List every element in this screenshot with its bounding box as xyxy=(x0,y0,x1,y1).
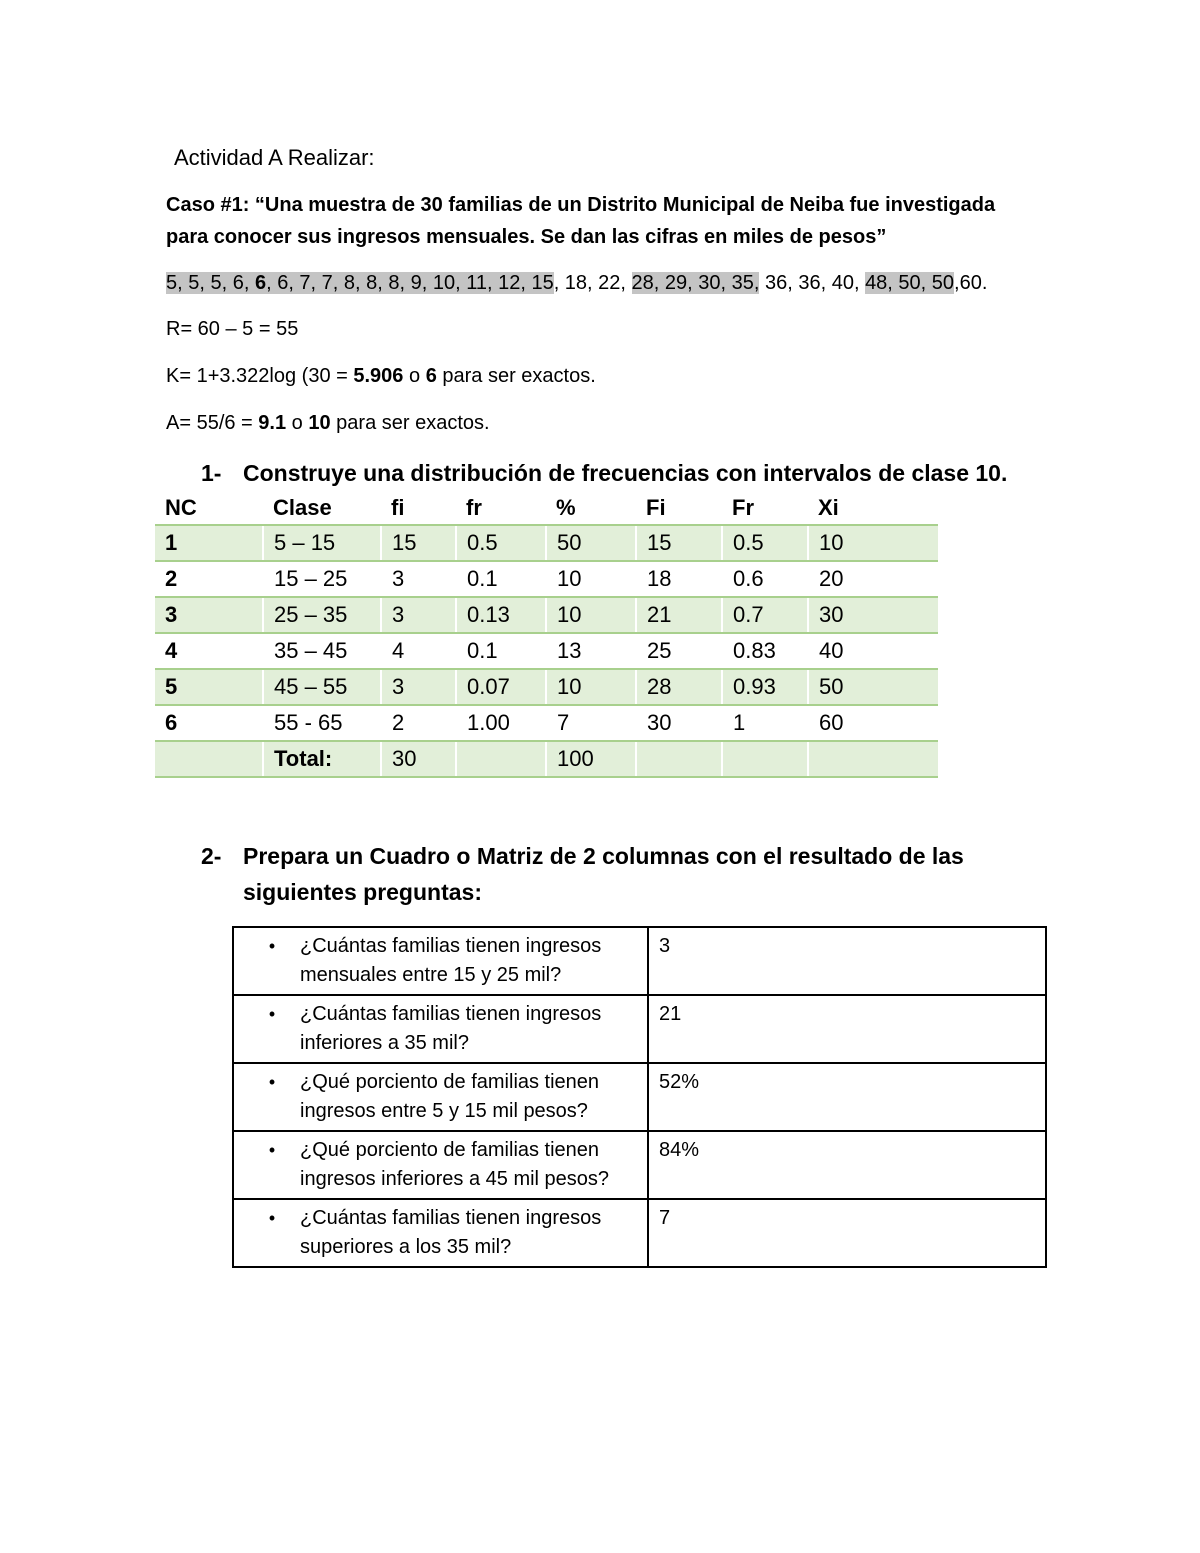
table-cell: 15 xyxy=(636,525,722,561)
formula-text: o xyxy=(286,412,309,434)
formula-text: para ser exactos. xyxy=(436,365,596,387)
table-cell: 100 xyxy=(546,741,636,777)
formula-value: 5.906 xyxy=(353,365,404,387)
highlight-segment: 28, 29, 30, 35, xyxy=(631,272,760,294)
table-cell: 10 xyxy=(546,597,636,633)
table-cell: 7 xyxy=(546,705,636,741)
case-line-2: para conocer sus ingresos mensuales. Se dan las cifras en miles de pesos” xyxy=(166,226,887,248)
question-text: ¿Qué porciento de familias tienen ingresos inferiores a 45 mil pesos? xyxy=(300,1139,610,1190)
table-cell: 1.00 xyxy=(456,705,546,741)
table-cell: 3 xyxy=(381,561,456,597)
question-cell xyxy=(233,1199,648,1267)
answer-cell: 84% xyxy=(648,1131,1046,1199)
table-cell: 0.7 xyxy=(722,597,808,633)
table-cell: 15 xyxy=(381,525,456,561)
table-cell: 3 xyxy=(155,597,263,633)
qa-row xyxy=(233,995,1046,1063)
question-cell xyxy=(233,1063,648,1131)
table-cell: 20 xyxy=(808,561,938,597)
table-row xyxy=(155,669,938,705)
table-cell: 25 xyxy=(636,633,722,669)
table-cell: 50 xyxy=(808,669,938,705)
qa-row xyxy=(233,927,1046,995)
column-header: NC xyxy=(165,495,197,520)
section-1-heading: Construye una distribución de frecuencias con intervalos de clase 10. xyxy=(243,460,1008,486)
table-cell: 21 xyxy=(636,597,722,633)
table-row xyxy=(155,561,938,597)
plain-segment: , 18, 22, xyxy=(553,272,632,294)
table-cell: 1 xyxy=(155,525,263,561)
column-header: fr xyxy=(466,495,482,520)
table-header-row xyxy=(155,492,938,525)
bullet-icon: • xyxy=(268,1004,276,1024)
table-cell xyxy=(155,741,263,777)
answer-cell: 3 xyxy=(648,927,1046,995)
table-cell: 30 xyxy=(808,597,938,633)
formula-text: o xyxy=(403,365,426,387)
answer-cell: 21 xyxy=(648,995,1046,1063)
table-row xyxy=(155,525,938,561)
table-total-row xyxy=(155,741,938,777)
table-cell: 50 xyxy=(546,525,636,561)
amplitude-formula xyxy=(166,412,490,435)
qa-row xyxy=(233,1199,1046,1267)
table-cell: 0.13 xyxy=(456,597,546,633)
table-row xyxy=(155,597,938,633)
table-cell xyxy=(722,741,808,777)
table-cell: 6 xyxy=(155,705,263,741)
table-cell: 55 - 65 xyxy=(263,705,381,741)
table-cell: 0.83 xyxy=(722,633,808,669)
formula-text: A= 55/6 = xyxy=(166,412,259,434)
section-2-heading-line-1: Prepara un Cuadro o Matriz de 2 columnas con el resultado de las xyxy=(243,843,964,869)
section-2-heading-line-2: siguientes preguntas: xyxy=(243,879,482,905)
table-cell: 13 xyxy=(546,633,636,669)
question-cell xyxy=(233,1131,648,1199)
question-cell xyxy=(233,995,648,1063)
table-cell: 5 xyxy=(155,669,263,705)
plain-segment: ,60. xyxy=(954,272,988,294)
section-1-number: 1- xyxy=(201,460,222,486)
bullet-icon: • xyxy=(268,1208,276,1228)
total-label: Total: xyxy=(263,741,381,777)
table-cell: 35 – 45 xyxy=(263,633,381,669)
formula-text: para ser exactos. xyxy=(330,412,490,434)
table-cell: 15 – 25 xyxy=(263,561,381,597)
plain-segment: 36, 36, 40, xyxy=(759,272,866,294)
column-header: Fr xyxy=(732,495,754,520)
formula-value: 6 xyxy=(425,365,437,387)
table-cell: 10 xyxy=(546,561,636,597)
table-cell: 0.5 xyxy=(456,525,546,561)
table-cell: 60 xyxy=(808,705,938,741)
range-formula: R= 60 – 5 = 55 xyxy=(166,318,299,340)
table-cell: 3 xyxy=(381,597,456,633)
bullet-icon: • xyxy=(268,936,276,956)
column-header: fi xyxy=(391,495,405,520)
table-cell: 1 xyxy=(722,705,808,741)
question-text: ¿Cuántas familias tienen ingresos superiores a los 35 mil? xyxy=(300,1207,602,1258)
table-cell: 0.07 xyxy=(456,669,546,705)
highlight-segment: 6 xyxy=(254,272,267,294)
table-cell: 28 xyxy=(636,669,722,705)
formula-text: K= 1+3.322log (30 = xyxy=(166,365,354,387)
table-cell: 25 – 35 xyxy=(263,597,381,633)
table-cell: 0.1 xyxy=(456,561,546,597)
bullet-icon: • xyxy=(268,1140,276,1160)
bullet-icon: • xyxy=(268,1072,276,1092)
table-cell xyxy=(456,741,546,777)
formula-value: 9.1 xyxy=(258,412,287,434)
question-text: ¿Cuántas familias tienen ingresos mensuales entre 15 y 25 mil? xyxy=(300,935,602,986)
table-cell: 0.5 xyxy=(722,525,808,561)
table-cell: 0.6 xyxy=(722,561,808,597)
classes-formula xyxy=(166,365,596,388)
section-2-number: 2- xyxy=(201,843,222,869)
question-text: ¿Cuántas familias tienen ingresos inferiores a 35 mil? xyxy=(300,1003,602,1054)
table-cell: 2 xyxy=(155,561,263,597)
table-cell: 3 xyxy=(381,669,456,705)
case-line-1: Caso #1: “Una muestra de 30 familias de un Distrito Municipal de Neiba fue investigada xyxy=(166,194,996,216)
highlight-segment: , 6, 7, 7, 8, 8, 8, 9, 10, 11, 12, 15 xyxy=(266,272,554,294)
table-cell: 4 xyxy=(155,633,263,669)
table-cell: 30 xyxy=(381,741,456,777)
qa-row xyxy=(233,1131,1046,1199)
page-title: Actividad A Realizar: xyxy=(174,145,375,170)
table-cell: 2 xyxy=(381,705,456,741)
qa-row xyxy=(233,1063,1046,1131)
table-cell: 10 xyxy=(546,669,636,705)
table-cell: 5 – 15 xyxy=(263,525,381,561)
table-cell: 18 xyxy=(636,561,722,597)
question-cell xyxy=(233,927,648,995)
column-header: % xyxy=(556,495,576,520)
table-cell: 4 xyxy=(381,633,456,669)
data-series xyxy=(166,272,987,295)
answer-cell: 52% xyxy=(648,1063,1046,1131)
column-header: Fi xyxy=(646,495,666,520)
table-row xyxy=(155,705,938,741)
answer-cell: 7 xyxy=(648,1199,1046,1267)
highlight-segment: 5, 5, 5, 6, xyxy=(166,272,255,294)
answers-table xyxy=(232,926,1047,1268)
table-cell: 40 xyxy=(808,633,938,669)
formula-value: 10 xyxy=(308,412,331,434)
table-cell: 10 xyxy=(808,525,938,561)
highlight-segment: 48, 50, 50 xyxy=(865,272,955,294)
column-header: Clase xyxy=(273,495,332,520)
table-cell xyxy=(808,741,938,777)
table-cell: 0.1 xyxy=(456,633,546,669)
table-cell: 0.93 xyxy=(722,669,808,705)
table-cell xyxy=(636,741,722,777)
frequency-table xyxy=(155,492,938,778)
column-header: Xi xyxy=(818,495,839,520)
table-cell: 30 xyxy=(636,705,722,741)
table-row xyxy=(155,633,938,669)
question-text: ¿Qué porciento de familias tienen ingresos entre 5 y 15 mil pesos? xyxy=(300,1071,600,1122)
table-cell: 45 – 55 xyxy=(263,669,381,705)
